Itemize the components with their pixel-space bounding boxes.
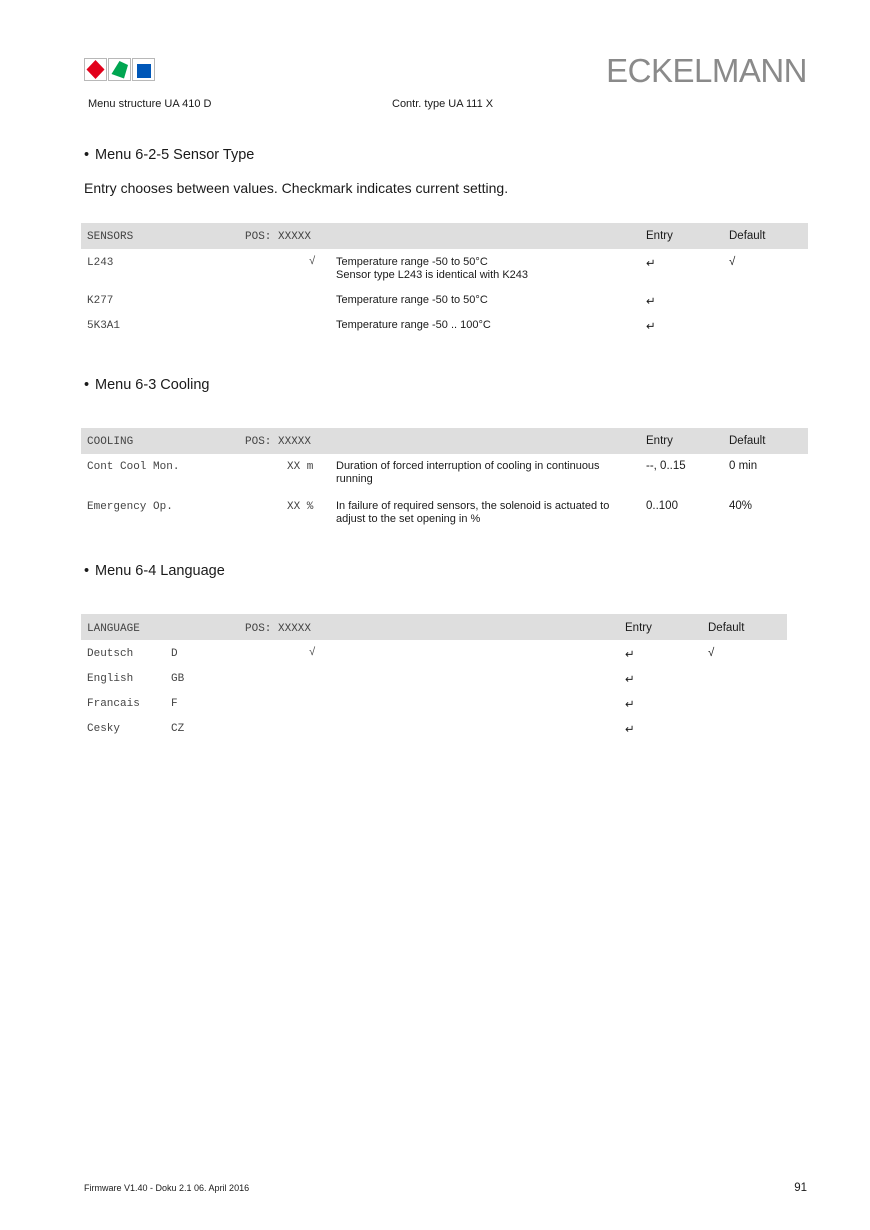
table-row-name: Emergency Op. [87, 501, 173, 513]
table-row-name: K277 [87, 295, 114, 307]
header-default: Default [729, 435, 766, 447]
table-header [81, 428, 808, 454]
row-description: Temperature range -50 .. 100°C [336, 319, 491, 331]
header-col1: COOLING [87, 436, 134, 448]
table-row-name: Cont Cool Mon. [87, 461, 180, 473]
row-description: Temperature range -50 to 50°C [336, 294, 488, 306]
bullet-icon: • [84, 563, 90, 579]
checkmark-icon: √ [729, 256, 736, 268]
table-row-name: Deutsch [87, 648, 134, 660]
row-description: Duration of forced interruption of cooling in continuous running [336, 460, 600, 485]
header-col2: POS: XXXXX [245, 623, 312, 635]
table-row-name: Cesky [87, 723, 121, 735]
checkmark-icon: √ [309, 647, 316, 659]
table-header [81, 223, 808, 249]
row-value: XX m [287, 461, 314, 473]
header-col1: LANGUAGE [87, 623, 140, 635]
row-value: XX % [287, 501, 314, 513]
enter-icon: ↵ [625, 724, 635, 736]
header-col2: POS: XXXXX [245, 231, 312, 243]
checkmark-icon: √ [309, 256, 316, 268]
section-title-cooling: • Menu 6-3 Cooling [84, 377, 210, 393]
bullet-icon: • [84, 377, 90, 393]
intro-text: Entry chooses between values. Checkmark indicates current setting. [84, 180, 509, 196]
enter-icon: ↵ [646, 258, 656, 270]
header-entry: Entry [646, 435, 673, 447]
row-code: CZ [171, 723, 185, 735]
controller-type-label: Contr. type UA 111 X [392, 98, 494, 110]
enter-icon: ↵ [625, 699, 635, 711]
table-row-name: 5K3A1 [87, 320, 121, 332]
table-header [81, 614, 787, 640]
section-title-language: • Menu 6-4 Language [84, 563, 225, 579]
table-row-name: L243 [87, 257, 114, 269]
row-description: Temperature range -50 to 50°C Sensor type L243 is identical with K243 [336, 256, 529, 281]
footer-firmware: Firmware V1.40 - Doku 2.1 06. April 2016 [84, 1183, 250, 1193]
table-row-name: Francais [87, 698, 140, 710]
row-default: 40% [729, 500, 753, 512]
header-col1: SENSORS [87, 231, 134, 243]
row-entry: 0..100 [646, 500, 678, 512]
header-default: Default [708, 622, 745, 634]
row-code: D [171, 648, 178, 660]
brand-name: ECKELMANN [606, 52, 807, 89]
enter-icon: ↵ [646, 321, 656, 333]
enter-icon: ↵ [625, 674, 635, 686]
page-number: 91 [794, 1182, 807, 1194]
section-title-sensor-type: • Menu 6-2-5 Sensor Type [84, 147, 255, 163]
enter-icon: ↵ [646, 296, 656, 308]
eckelmann-logo [84, 58, 156, 82]
header-col2: POS: XXXXX [245, 436, 312, 448]
row-code: F [171, 698, 178, 710]
enter-icon: ↵ [625, 649, 635, 661]
bullet-icon: • [84, 147, 90, 163]
row-default: 0 min [729, 460, 758, 472]
header-entry: Entry [625, 622, 652, 634]
table-row-name: English [87, 673, 134, 685]
menu-structure-label: Menu structure UA 410 D [88, 98, 212, 110]
row-entry: --, 0..15 [646, 460, 686, 472]
header-entry: Entry [646, 230, 673, 242]
row-code: GB [171, 673, 185, 685]
row-description: In failure of required sensors, the solenoid is actuated to adjust to the set opening in % [336, 500, 610, 525]
header-default: Default [729, 230, 766, 242]
checkmark-icon: √ [708, 647, 715, 659]
